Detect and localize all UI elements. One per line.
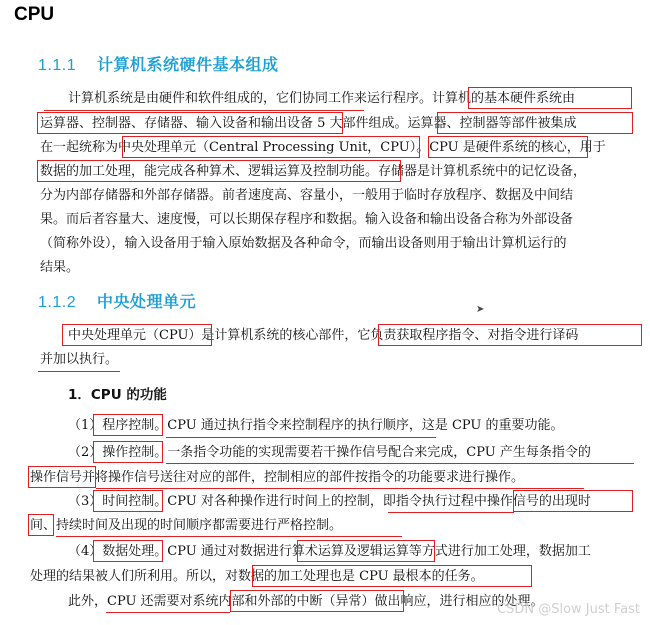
annotation-underline bbox=[56, 536, 402, 537]
paragraph-line: 运算器、控制器、存储器、输入设备和输出设备 5 大部件组成。运算器、控制器等部件被集成 bbox=[40, 116, 577, 131]
paragraph-line: （2）操作控制。一条指令功能的实现需要若干操作信号配合来完成，CPU 产生每条指令的 bbox=[68, 445, 591, 460]
section-heading-2 bbox=[38, 289, 196, 312]
subsection-title: 1．CPU 的功能 bbox=[68, 387, 167, 403]
page-title: CPU bbox=[14, 4, 55, 25]
section-number: 1.1.2 bbox=[38, 294, 77, 311]
section-heading-1 bbox=[38, 52, 279, 75]
paragraph-line: （4）数据处理。CPU 通过对数据进行算术运算及逻辑运算等方式进行加工处理，数据加工 bbox=[68, 544, 591, 559]
section-title: 中央处理单元 bbox=[97, 292, 197, 311]
annotation-underline bbox=[44, 110, 364, 111]
annotation-underline bbox=[106, 612, 230, 613]
annotation-underline bbox=[166, 463, 634, 464]
annotation-underline bbox=[38, 371, 120, 372]
paragraph-line: 分为内部存储器和外部存储器。前者速度高、容量小，一般用于临时存放程序、数据及中间结 bbox=[40, 188, 574, 203]
paragraph-line: （1）程序控制。CPU 通过执行指令来控制程序的执行顺序，这是 CPU 的重要功能。 bbox=[68, 418, 564, 433]
paragraph-line: （简称外设），输入设备用于输入原始数据及各种命令，而输出设备则用于输出计算机运行的 bbox=[40, 236, 567, 251]
paragraph-line: 数据的加工处理，能完成各种算术、逻辑运算及控制功能。存储器是计算机系统中的记忆设备， bbox=[40, 164, 587, 179]
paragraph-line: 果。而后者容量大、速度慢，可以长期保存程序和数据。输入设备和输出设备合称为外部设备 bbox=[40, 212, 574, 227]
paragraph-line: 处理的结果被人们所利用。所以，对数据的加工处理也是 CPU 最根本的任务。 bbox=[30, 569, 484, 584]
paragraph-line: 操作信号并将操作信号送往对应的部件，控制相应的部件按指令的功能要求进行操作。 bbox=[30, 470, 525, 485]
watermark: CSDN @Slow Just Fast bbox=[497, 602, 640, 617]
annotation-underline bbox=[388, 512, 514, 513]
section-number: 1.1.1 bbox=[38, 57, 77, 74]
mouse-cursor-icon: ➤ bbox=[476, 304, 485, 315]
paragraph-line: 间、持续时间及出现的时间顺序都需要进行严格控制。 bbox=[30, 518, 343, 533]
paragraph-line: 结果。 bbox=[40, 260, 80, 275]
paragraph-line: 中央处理单元（CPU）是计算机系统的核心部件，它负责获取程序指令、对指令进行译码 bbox=[68, 328, 579, 343]
annotation-underline bbox=[96, 488, 584, 489]
paragraph-line: 并加以执行。 bbox=[40, 352, 119, 367]
section-title: 计算机系统硬件基本组成 bbox=[97, 55, 279, 74]
annotation-underline bbox=[166, 437, 436, 438]
paragraph-line: 此外，CPU 还需要对系统内部和外部的中断（异常）做出响应，进行相应的处理。 bbox=[68, 594, 544, 609]
paragraph-line: （3）时间控制。CPU 对各种操作进行时间上的控制，即指令执行过程中操作信号的出现时 bbox=[68, 494, 591, 509]
paragraph-line: 计算机系统是由硬件和软件组成的，它们协同工作来运行程序。计算机的基本硬件系统由 bbox=[68, 91, 576, 106]
paragraph-line: 在一起统称为中央处理单元（Central Processing Unit，CPU）。CPU 是硬件系统的核心，用于 bbox=[40, 140, 606, 155]
